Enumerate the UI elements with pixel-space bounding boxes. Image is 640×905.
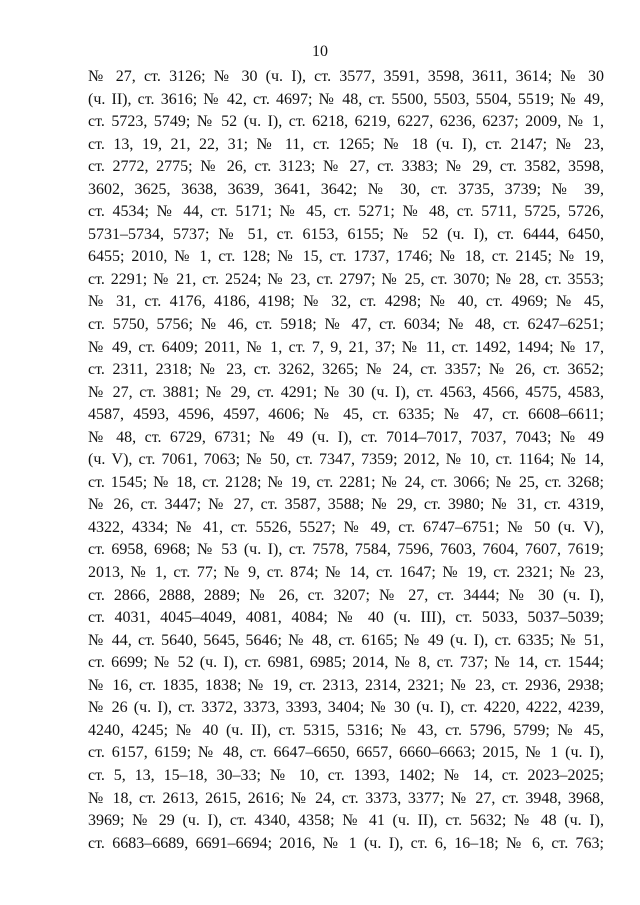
text-line: 6455; 2010, № 1, ст. 128; № 15, ст. 1737, 1746; № 18, ст. 2145; № 19, <box>88 248 604 266</box>
body-text <box>88 66 604 855</box>
text-line: № 49, ст. 6409; 2011, № 1, ст. 7, 9, 21, 37; № 11, ст. 1492, 1494; № 17, <box>88 338 604 356</box>
text-line: ст. 4031, 4045–4049, 4081, 4084; № 40 (ч. III), ст. 5033, 5037–5039; <box>88 609 604 627</box>
text-line: 4587, 4593, 4596, 4597, 4606; № 45, ст. 6335; № 47, ст. 6608–6611; <box>88 406 604 424</box>
text-line: № 44, ст. 5640, 5645, 5646; № 48, ст. 6165; № 49 (ч. I), ст. 6335; № 51, <box>88 631 604 649</box>
text-line: ст. 5750, 5756; № 46, ст. 5918; № 47, ст. 6034; № 48, ст. 6247–6251; <box>88 316 604 334</box>
text-line: ст. 5723, 5749; № 52 (ч. I), ст. 6218, 6219, 6227, 6236, 6237; 2009, № 1, <box>88 113 604 131</box>
text-line: № 31, ст. 4176, 4186, 4198; № 32, ст. 4298; № 40, ст. 4969; № 45, <box>88 293 604 311</box>
text-line: № 48, ст. 6729, 6731; № 49 (ч. I), ст. 7014–7017, 7037, 7043; № 49 <box>88 428 604 446</box>
text-line: 3602, 3625, 3638, 3639, 3641, 3642; № 30, ст. 3735, 3739; № 39, <box>88 180 604 198</box>
text-line: 4322, 4334; № 41, ст. 5526, 5527; № 49, ст. 6747–6751; № 50 (ч. V), <box>88 518 604 536</box>
text-line: 5731–5734, 5737; № 51, ст. 6153, 6155; № 52 (ч. I), ст. 6444, 6450, <box>88 225 604 243</box>
text-line: ст. 2311, 2318; № 23, ст. 3262, 3265; № 24, ст. 3357; № 26, ст. 3652; <box>88 361 604 379</box>
text-line: ст. 6699; № 52 (ч. I), ст. 6981, 6985; 2014, № 8, ст. 737; № 14, ст. 1544; <box>88 654 604 672</box>
page-number: 10 <box>312 43 328 60</box>
text-line: 3969; № 29 (ч. I), ст. 4340, 4358; № 41 (ч. II), ст. 5632; № 48 (ч. I), <box>88 812 604 830</box>
text-line: ст. 2291; № 21, ст. 2524; № 23, ст. 2797; № 25, ст. 3070; № 28, ст. 3553; <box>88 270 604 288</box>
text-line: 2013, № 1, ст. 77; № 9, ст. 874; № 14, ст. 1647; № 19, ст. 2321; № 23, <box>88 564 604 582</box>
text-line: № 27, ст. 3126; № 30 (ч. I), ст. 3577, 3591, 3598, 3611, 3614; № 30 <box>88 68 604 85</box>
text-line: ст. 1545; № 18, ст. 2128; № 19, ст. 2281; № 24, ст. 3066; № 25, ст. 3268; <box>88 473 604 491</box>
text-line: ст. 6958, 6968; № 53 (ч. I), ст. 7578, 7584, 7596, 7603, 7604, 7607, 7619; <box>88 541 604 559</box>
text-line: № 26 (ч. I), ст. 3372, 3373, 3393, 3404; № 30 (ч. I), ст. 4220, 4222, 4239, <box>88 699 604 717</box>
text-line: № 18, ст. 2613, 2615, 2616; № 24, ст. 3373, 3377; № 27, ст. 3948, 3968, <box>88 789 604 807</box>
text-line: ст. 4534; № 44, ст. 5171; № 45, ст. 5271; № 48, ст. 5711, 5725, 5726, <box>88 203 604 221</box>
text-line: ст. 13, 19, 21, 22, 31; № 11, ст. 1265; № 18 (ч. I), ст. 2147; № 23, <box>88 135 604 153</box>
text-line: ст. 6157, 6159; № 48, ст. 6647–6650, 6657, 6660–6663; 2015, № 1 (ч. I), <box>88 744 604 762</box>
text-line: ст. 6683–6689, 6691–6694; 2016, № 1 (ч. I), ст. 6, 16–18; № 6, ст. 763; <box>88 834 604 852</box>
text-line: ст. 5, 13, 15–18, 30–33; № 10, ст. 1393, 1402; № 14, ст. 2023–2025; <box>88 766 604 784</box>
text-line: № 26, ст. 3447; № 27, ст. 3587, 3588; № 29, ст. 3980; № 31, ст. 4319, <box>88 496 604 514</box>
text-line: ст. 2772, 2775; № 26, ст. 3123; № 27, ст. 3383; № 29, ст. 3582, 3598, <box>88 158 604 176</box>
text-line: ст. 2866, 2888, 2889; № 26, ст. 3207; № 27, ст. 3444; № 30 (ч. I), <box>88 586 604 604</box>
text-line: (ч. V), ст. 7061, 7063; № 50, ст. 7347, 7359; 2012, № 10, ст. 1164; № 14, <box>88 451 604 469</box>
text-line: (ч. II), ст. 3616; № 42, ст. 4697; № 48, ст. 5500, 5503, 5504, 5519; № 49, <box>88 90 604 108</box>
text-line: № 27, ст. 3881; № 29, ст. 4291; № 30 (ч. I), ст. 4563, 4566, 4575, 4583, <box>88 383 604 401</box>
text-line: № 16, ст. 1835, 1838; № 19, ст. 2313, 2314, 2321; № 23, ст. 2936, 2938; <box>88 676 604 694</box>
text-line: 4240, 4245; № 40 (ч. II), ст. 5315, 5316; № 43, ст. 5796, 5799; № 45, <box>88 721 604 739</box>
